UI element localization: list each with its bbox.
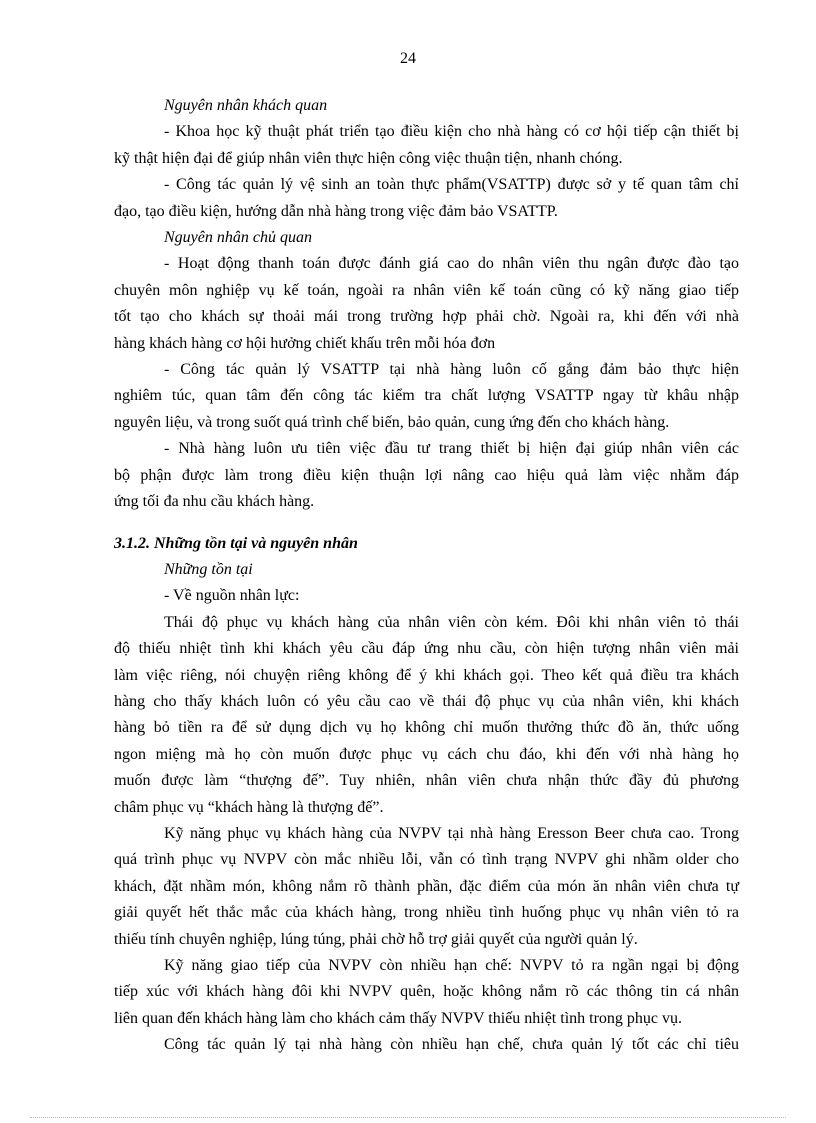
text-line: hàng cho thấy khách luôn có yêu cầu cao về thái độ phục vụ của nhân viên, khi khách <box>114 692 739 710</box>
text-line: muốn được làm “thượng đế”. Tuy nhiên, nhân viên chưa nhận thức đầy đủ phương <box>114 772 739 790</box>
document-body <box>114 93 739 1059</box>
text-line: thiếu tính chuyên nghiệp, lúng túng, phải chờ hỗ trợ giải quyết của người quản lý. <box>114 930 638 948</box>
text-line: quá trình phục vụ NVPV còn mắc nhiều lỗi, vẫn có tình trạng NVPV ghi nhầm older cho <box>114 851 739 869</box>
text-line: chuyên môn nghiệp vụ kế toán, ngoài ra nhân viên kế toán cũng có kỹ năng giao tiếp <box>114 281 739 299</box>
text-line: Công tác quản lý tại nhà hàng còn nhiều hạn chế, chưa quản lý tốt các chỉ tiêu <box>164 1036 739 1054</box>
text-line: - Hoạt động thanh toán được đánh giá cao do nhân viên thu ngân được đào tạo <box>164 255 739 273</box>
text-line: giải quyết hết thắc mắc của khách hàng, trong nhiều tình huống phục vụ nhân viên tỏ ra <box>114 904 739 922</box>
text-line: - Khoa học kỹ thuật phát triển tạo điều kiện cho nhà hàng có cơ hội tiếp cận thiết bị <box>164 123 739 141</box>
text-line: Kỹ năng phục vụ khách hàng của NVPV tại nhà hàng Eresson Beer chưa cao. Trong <box>164 824 739 842</box>
text-line: kỹ thật hiện đại để giúp nhân viên thực hiện công việc thuận tiện, nhanh chóng. <box>114 149 623 167</box>
text-line: - Công tác quản lý vệ sinh an toàn thực phẩm(VSATTP) được sở y tế quan tâm chỉ <box>164 176 739 194</box>
text-line: độ thiếu nhiệt tình khi khách yêu cầu đáp ứng nhu cầu, còn hiện tượng nhân viên mải <box>114 640 739 658</box>
text-line: tiếp xúc với khách hàng đôi khi NVPV quên, hoặc không nắm rõ các thông tin cá nhân <box>114 983 739 1001</box>
text-line: hàng bỏ tiền ra để sử dụng dịch vụ họ không chỉ muốn thưởng thức đồ ăn, thức uống <box>114 719 739 737</box>
subheading-existing-issues: Những tồn tại <box>164 560 253 578</box>
text-line: khách, đặt nhầm món, không nắm rõ thành phần, đặc điểm của món ăn nhân viên chưa tự <box>114 877 739 895</box>
subheading-subjective-causes: Nguyên nhân chủ quan <box>164 229 312 247</box>
text-line: hàng khách hàng cơ hội hưởng chiết khấu trên mỗi hóa đơn <box>114 334 496 352</box>
text-line: Kỹ năng giao tiếp của NVPV còn nhiều hạn chế: NVPV tỏ ra ngần ngại bị động <box>164 957 739 974</box>
page-bottom-divider <box>30 1117 786 1118</box>
text-line: - Về nguồn nhân lực: <box>164 587 300 605</box>
subheading-objective-causes: Nguyên nhân khách quan <box>164 97 328 114</box>
text-line: châm phục vụ “khách hàng là thượng đế”. <box>114 798 384 816</box>
text-line: - Nhà hàng luôn ưu tiên việc đầu tư trang thiết bị hiện đại giúp nhân viên các <box>164 440 739 458</box>
text-line: nguyên liệu, và trong suốt quá trình chế biến, bảo quản, cung ứng đến cho khách hàng. <box>114 413 670 431</box>
text-line: bộ phận được làm trong điều kiện thuận lợi nâng cao hiệu quả làm việc nhằm đáp <box>114 466 739 484</box>
text-line: ngon miệng mà họ còn muốn được phục vụ cách chu đáo, khi đến với nhà hàng họ <box>114 745 739 763</box>
text-line: nghiêm túc, quan tâm đến công tác kiểm tra chất lượng VSATTP ngay từ khâu nhập <box>114 387 739 405</box>
text-line: ứng tối đa nhu cầu khách hàng. <box>114 493 315 511</box>
text-line: đạo, tạo điều kiện, hướng dẫn nhà hàng trong việc đảm bảo VSATTP. <box>114 202 558 220</box>
text-line: Thái độ phục vụ khách hàng của nhân viên còn kém. Đôi khi nhân viên tỏ thái <box>164 613 739 631</box>
section-heading: 3.1.2. Những tồn tại và nguyên nhân <box>114 534 358 552</box>
text-line: làm việc riêng, nói chuyện riêng không để ý khi khách gọi. Theo kết quả điều tra khách <box>114 666 739 684</box>
text-line: liên quan đến khách hàng làm cho khách cảm thấy NVPV thiếu nhiệt tình trong phục vụ. <box>114 1009 683 1027</box>
text-line: tốt tạo cho khách sự thoải mái trong trường hợp phải chờ. Ngoài ra, khi đến với nhà <box>114 308 739 326</box>
text-line: - Công tác quản lý VSATTP tại nhà hàng luôn cố gắng đảm bảo thực hiện <box>164 361 739 379</box>
page-number: 24 <box>400 50 416 67</box>
